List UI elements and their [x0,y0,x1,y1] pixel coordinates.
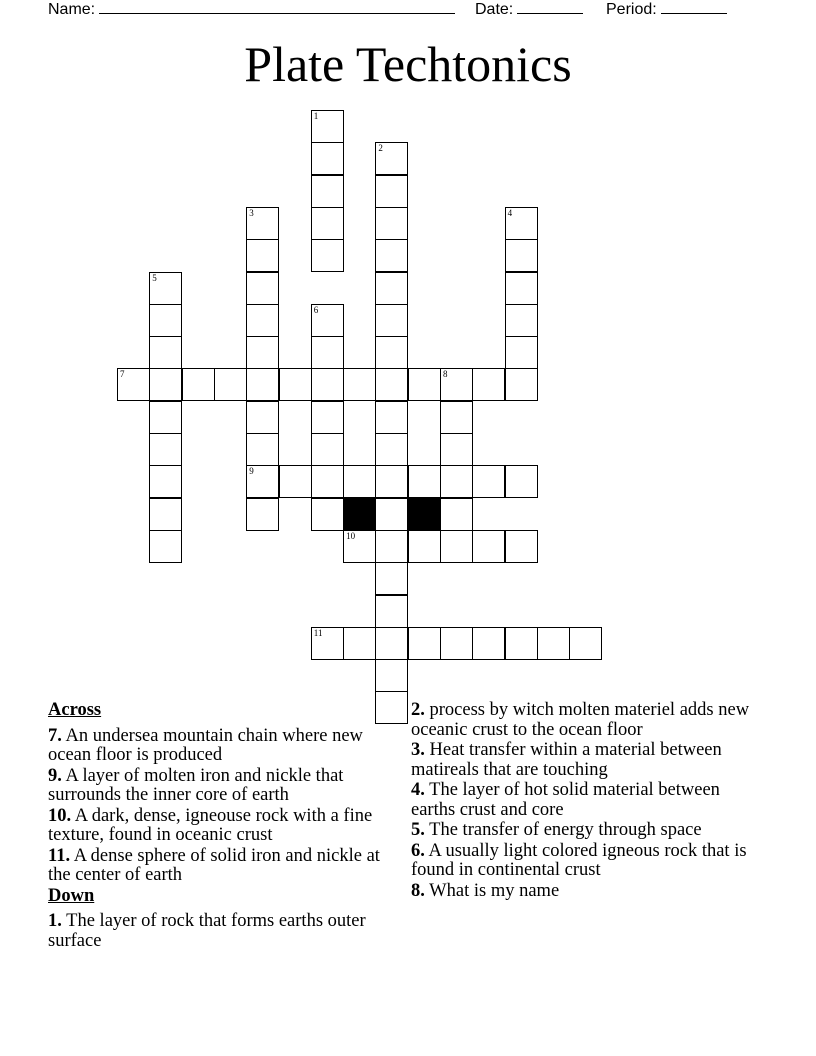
clue-down-4: 4. The layer of hot solid material between earths crust and core [411,780,720,820]
grid-cell[interactable] [375,433,408,466]
black-cell [408,498,441,531]
clue-down-6: 6. A usually light colored igneous rock that is found in continental crust [411,840,747,880]
grid-cell[interactable] [375,239,408,272]
grid-cell[interactable] [505,530,538,563]
grid-cell[interactable] [505,627,538,660]
grid-cell[interactable] [440,530,473,563]
grid-cell[interactable] [375,562,408,595]
grid-cell[interactable] [472,627,505,660]
grid-cell[interactable] [375,207,408,240]
grid-cell[interactable] [375,368,408,401]
grid-cell[interactable] [149,465,182,498]
grid-cell[interactable] [375,465,408,498]
grid-cell[interactable] [408,465,441,498]
grid-cell[interactable] [246,401,279,434]
grid-cell[interactable] [246,207,279,240]
grid-cell[interactable] [505,239,538,272]
clue-down-3: 3. Heat transfer within a material between matireals that are touching [411,740,722,780]
grid-cell[interactable] [246,304,279,337]
grid-cell[interactable] [117,368,150,401]
grid-cell[interactable] [505,207,538,240]
grid-cell[interactable] [149,530,182,563]
grid-cell[interactable] [246,465,279,498]
grid-cell[interactable] [343,627,376,660]
clue-number: 4 [507,207,513,218]
grid-cell[interactable] [375,272,408,305]
grid-cell[interactable] [182,368,215,401]
grid-cell[interactable] [311,465,344,498]
grid-cell[interactable] [375,336,408,369]
grid-cell[interactable] [408,368,441,401]
grid-cell[interactable] [149,368,182,401]
grid-cell[interactable] [408,530,441,563]
grid-cell[interactable] [375,175,408,208]
clues-left-column [48,701,393,952]
name-label: Name: [48,1,96,18]
grid-cell[interactable] [375,304,408,337]
clue-across-11: 11. A dense sphere of solid iron and nickle at the center of earth [48,845,380,885]
grid-cell[interactable] [343,368,376,401]
grid-cell[interactable] [472,368,505,401]
clue-number: 10 [346,530,356,541]
grid-cell[interactable] [246,368,279,401]
grid-cell[interactable] [149,433,182,466]
clue-number: 3 [249,207,254,218]
grid-cell[interactable] [440,433,473,466]
clue-down-1: 1. The layer of rock that forms earths outer surface [48,911,366,951]
grid-cell[interactable] [214,368,247,401]
grid-cell[interactable] [375,498,408,531]
grid-cell[interactable] [408,627,441,660]
grid-cell[interactable] [149,336,182,369]
clue-number: 11 [313,627,323,638]
clue-across-7: 7. An undersea mountain chain where new ocean floor is produced [48,725,363,765]
date-label: Date: [475,1,514,18]
grid-cell[interactable] [311,304,344,337]
grid-cell[interactable] [375,595,408,628]
clue-number: 5 [152,272,157,283]
period-label: Period: [606,1,657,18]
grid-cell[interactable] [311,498,344,531]
grid-cell[interactable] [505,368,538,401]
grid-cell[interactable] [149,498,182,531]
grid-cell[interactable] [505,304,538,337]
grid-cell[interactable] [311,110,344,143]
grid-cell[interactable] [246,336,279,369]
clue-number: 9 [249,466,254,477]
down-heading: Down [48,885,95,906]
grid-cell[interactable] [311,627,344,660]
grid-cell[interactable] [569,627,602,660]
grid-cell[interactable] [505,272,538,305]
grid-cell[interactable] [440,368,473,401]
grid-cell[interactable] [375,142,408,175]
grid-cell[interactable] [246,433,279,466]
grid-cell[interactable] [279,368,312,401]
black-cell [343,498,376,531]
grid-cell[interactable] [472,530,505,563]
grid-cell[interactable] [149,304,182,337]
clue-number: 7 [120,369,125,380]
clue-across-9: 9. A layer of molten iron and nickle that surrounds the inner core of earth [48,765,344,805]
grid-cell[interactable] [246,239,279,272]
grid-cell[interactable] [343,465,376,498]
grid-cell[interactable] [311,142,344,175]
grid-cell[interactable] [311,175,344,208]
grid-cell[interactable] [505,336,538,369]
clue-number: 2 [378,143,383,154]
grid-cell[interactable] [149,272,182,305]
grid-cell[interactable] [311,207,344,240]
page-title: Plate Techtonics [244,36,572,92]
grid-cell[interactable] [343,530,376,563]
grid-cell[interactable] [375,659,408,692]
grid-cell[interactable] [246,272,279,305]
clue-across-10: 10. A dark, dense, igneouse rock with a fine texture, found in oceanic crust [48,805,373,845]
grid-cell[interactable] [375,627,408,660]
clue-down-8: 8. What is my name [411,880,560,901]
grid-cell[interactable] [472,465,505,498]
grid-cell[interactable] [246,498,279,531]
grid-cell[interactable] [149,401,182,434]
grid-cell[interactable] [311,433,344,466]
grid-cell[interactable] [311,336,344,369]
clue-number: 6 [313,304,319,315]
grid-cell[interactable] [440,465,473,498]
grid-cell[interactable] [311,368,344,401]
clue-number: 8 [443,369,448,380]
grid-cell[interactable] [505,465,538,498]
grid-cell[interactable] [279,465,312,498]
clue-number: 1 [313,111,319,121]
clues-right-column [411,701,756,902]
grid-cell[interactable] [537,627,570,660]
grid-cell[interactable] [440,401,473,434]
grid-cell[interactable] [440,498,473,531]
clue-down-2: 2. process by witch molten materiel adds new oceanic crust to the ocean floor [411,700,750,740]
grid-cell[interactable] [375,401,408,434]
grid-cell[interactable] [375,530,408,563]
grid-cell[interactable] [311,239,344,272]
clue-down-5: 5. The transfer of energy through space [411,820,702,840]
grid-cell[interactable] [440,627,473,660]
grid-cell[interactable] [311,401,344,434]
across-heading: Across [48,700,102,720]
